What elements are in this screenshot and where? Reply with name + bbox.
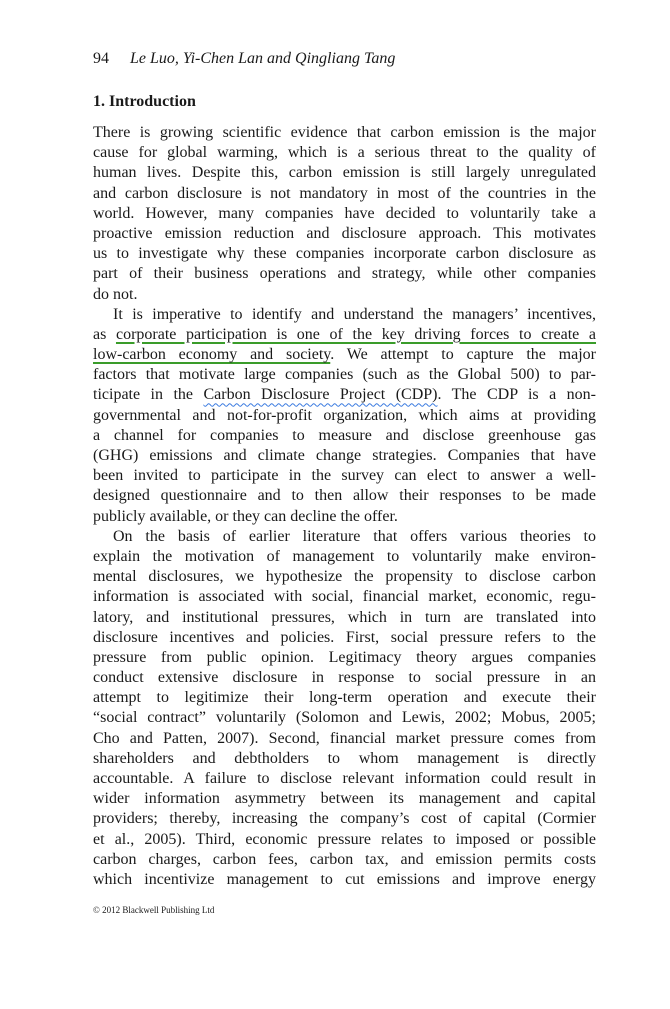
text-line: explain the motivation of management to voluntarily make environ- (93, 547, 596, 565)
text-line: (GHG) emissions and climate change strategies. Companies that have (93, 447, 596, 464)
section-heading: 1. Introduction (93, 93, 196, 110)
text-line: information is associated with social, financial market, economic, regu- (93, 588, 596, 606)
text-line: accountable. A failure to disclose relevant information could result in (93, 770, 596, 787)
highlighted-annotation: low-carbon economy and society (93, 346, 331, 364)
page-number: 94 (93, 50, 109, 67)
text-line: and carbon disclosure is not mandatory in most of the countries in the (93, 184, 596, 202)
text-line: world. However, many companies have decided to voluntarily take a (93, 204, 596, 222)
spellcheck-underline: Carbon Disclosure Project (CDP) (203, 386, 438, 404)
text-line: part of their business operations and strategy, while other companies (93, 265, 596, 283)
text-line: “social contract” voluntarily (Solomon and Lewis, 2002; Mobus, 2005; (93, 709, 596, 727)
body-text (93, 123, 596, 890)
text-line: providers; thereby, increasing the company’s cost of capital (Cormier (93, 810, 596, 828)
text-line: designed questionnaire and to then allow their responses to be made (93, 487, 596, 505)
text-line: ticipate in the Carbon Disclosure Project (CDP). The CDP is a non- (93, 386, 597, 404)
author-names: Le Luo, Yi-Chen Lan and Qingliang Tang (130, 50, 396, 67)
text-line: Cho and Patten, 2007). Second, financial market pressure comes from (93, 729, 596, 747)
text-line: human lives. Despite this, carbon emission is still largely unregulated (93, 164, 596, 182)
text-line: governmental and not-for-profit organization, which aims at providing (93, 406, 596, 424)
text-line: publicly available, or they can decline the offer. (93, 507, 398, 525)
text-line: do not. (93, 285, 138, 303)
text-line: which incentivize management to cut emissions and improve energy (93, 870, 596, 888)
text-line: mental disclosures, we hypothesize the propensity to disclose carbon (93, 568, 596, 586)
text-line: carbon charges, carbon fees, carbon tax, and emission permits costs (93, 850, 596, 868)
text-line: attempt to legitimize their long-term operation and execute their (93, 689, 596, 707)
text-line: It is imperative to identify and understand the managers’ incentives, (113, 305, 596, 323)
text-line: proactive emission reduction and disclosure approach. This motivates (93, 224, 596, 242)
text-line: as corporate participation is one of the key driving forces to create a (93, 325, 597, 343)
text-line: been invited to participate in the survey can elect to answer a well- (93, 467, 596, 485)
text-line: factors that motivate large companies (such as the Global 500) to par- (93, 366, 596, 384)
highlighted-annotation: corporate participation is one of the key driving forces to create a (115, 325, 597, 343)
text-line: wider information asymmetry between its management and capital (93, 790, 596, 808)
text-line: et al., 2005). Third, economic pressure relates to imposed or possible (93, 830, 596, 848)
text-line: cause for global warming, which is a serious threat to the quality of (93, 144, 596, 162)
text-line: latory, and institutional pressures, which in turn are translated into (93, 608, 596, 626)
text-line: conduct extensive disclosure in response to social pressure in an (93, 669, 596, 687)
text-line: a channel for companies to measure and disclose greenhouse gas (93, 426, 596, 444)
text-line: There is growing scientific evidence that carbon emission is the major (93, 124, 596, 141)
text-line: disclosure incentives and policies. First, social pressure refers to the (93, 628, 596, 646)
text-line: shareholders and debtholders to whom management is directly (93, 749, 596, 767)
running-header (93, 50, 395, 68)
copyright-footer: © 2012 Blackwell Publishing Ltd (93, 905, 215, 915)
text-line: us to investigate why these companies incorporate carbon disclosure as (93, 245, 596, 263)
text-line: pressure from public opinion. Legitimacy theory argues companies (93, 648, 596, 666)
text-line: On the basis of earlier literature that offers various theories to (113, 527, 596, 545)
text-line: low-carbon economy and society. We attempt to capture the major (93, 346, 597, 364)
